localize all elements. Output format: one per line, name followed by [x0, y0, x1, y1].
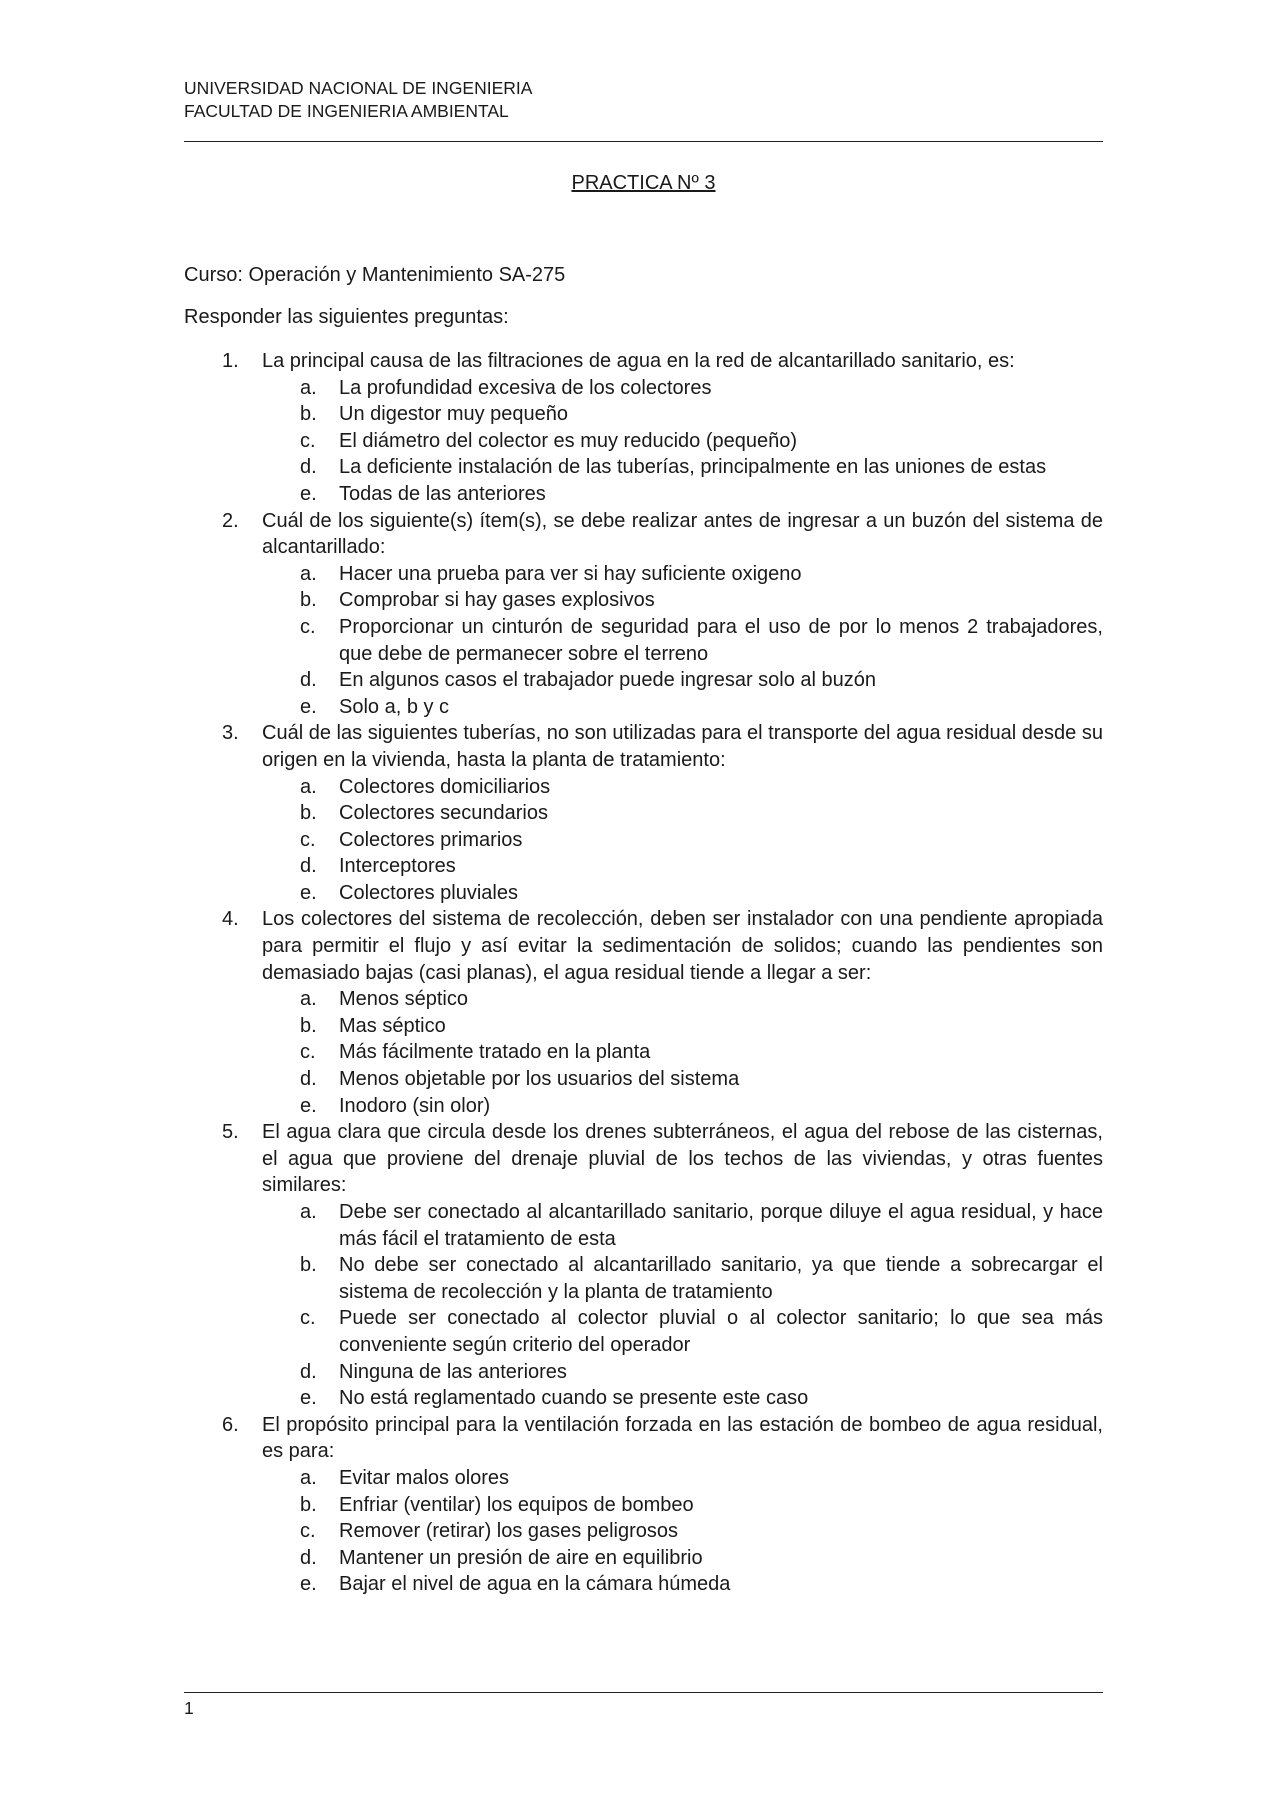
answer-option — [184, 1199, 1103, 1252]
answer-option — [184, 614, 1103, 667]
option-text: Colectores secundarios — [339, 802, 548, 825]
answer-option — [184, 481, 1103, 508]
option-text: Hacer una prueba para ver si hay suficiente oxigeno — [339, 562, 802, 585]
option-letter: c. — [300, 429, 316, 452]
answer-option — [184, 827, 1103, 854]
option-text: La deficiente instalación de las tuberías, principalmente en las uniones de estas — [339, 456, 1047, 479]
question-number: 4. — [222, 908, 239, 931]
university-name: UNIVERSIDAD NACIONAL DE INGENIERIA — [184, 78, 533, 98]
question-number: 6. — [222, 1413, 239, 1436]
option-letter: e. — [300, 482, 317, 505]
answer-option — [184, 800, 1103, 827]
option-letter: b. — [300, 589, 317, 612]
option-text: Mas séptico — [339, 1014, 446, 1037]
faculty-name: FACULTAD DE INGENIERIA AMBIENTAL — [184, 101, 509, 121]
footer-divider — [184, 1692, 1103, 1693]
option-letter: a. — [300, 1201, 317, 1223]
option-text: Más fácilmente tratado en la planta — [339, 1041, 651, 1064]
answer-option — [184, 587, 1103, 614]
answer-option — [184, 1571, 1103, 1598]
option-text: Un digestor muy pequeño — [339, 403, 569, 426]
option-text: Enfriar (ventilar) los equipos de bombeo — [339, 1493, 694, 1516]
option-text: Remover (retirar) los gases peligrosos — [339, 1520, 679, 1543]
option-letter: d. — [300, 669, 317, 692]
option-letter: e. — [300, 881, 317, 904]
answer-option — [184, 1518, 1103, 1545]
header-divider — [184, 141, 1103, 142]
option-letter: d. — [300, 1360, 317, 1383]
option-text: El diámetro del colector es muy reducido (pequeño) — [339, 429, 798, 452]
question-number: 1. — [222, 350, 239, 372]
answer-option — [184, 1093, 1103, 1120]
option-letter: d. — [300, 456, 317, 479]
option-letter: d. — [300, 1068, 317, 1091]
question-number: 2. — [222, 509, 239, 532]
answer-option — [184, 694, 1103, 721]
question-item — [184, 1412, 1103, 1465]
option-letter: c. — [300, 1307, 316, 1330]
answer-option — [184, 1039, 1103, 1066]
option-text: La profundidad excesiva de los colectores — [339, 376, 712, 399]
option-text: Solo a, b y c — [339, 695, 450, 718]
option-text: Comprobar si hay gases explosivos — [339, 589, 655, 612]
question-text: Cuál de los siguiente(s) ítem(s), se debe realizar antes de ingresar a un buzón del sistema de alcantarillado: — [262, 509, 1103, 559]
answer-option — [184, 1545, 1103, 1572]
answer-option — [184, 561, 1103, 588]
option-text: En algunos casos el trabajador puede ingresar solo al buzón — [339, 669, 877, 692]
option-letter: c. — [300, 828, 316, 851]
option-text: Evitar malos olores — [339, 1466, 510, 1489]
option-letter: a. — [300, 562, 317, 585]
option-text: Ninguna de las anteriores — [339, 1360, 567, 1383]
option-letter: a. — [300, 1466, 317, 1489]
page-number: 1 — [184, 1698, 194, 1718]
option-letter: e. — [300, 1573, 317, 1596]
question-text: La principal causa de las filtraciones de agua en la red de alcantarillado sanitario, es: — [262, 350, 1015, 372]
option-text: Todas de las anteriores — [339, 482, 546, 505]
option-text: Menos objetable por los usuarios del sistema — [339, 1068, 740, 1091]
answer-option — [184, 1013, 1103, 1040]
option-letter: a. — [300, 988, 317, 1011]
question-item — [184, 508, 1103, 561]
option-letter: b. — [300, 403, 317, 426]
option-letter: a. — [300, 376, 317, 399]
option-text: Inodoro (sin olor) — [339, 1094, 491, 1117]
question-list — [184, 348, 1103, 1598]
option-text: Mantener un presión de aire en equilibrio — [339, 1546, 703, 1569]
option-text: Menos séptico — [339, 988, 468, 1011]
answer-option — [184, 1465, 1103, 1492]
question-text: El propósito principal para la ventilación forzada en las estación de bombeo de agua residual, es para: — [262, 1413, 1103, 1463]
option-text: No está reglamentado cuando se presente este caso — [339, 1387, 809, 1410]
question-text: Los colectores del sistema de recolección, deben ser instalador con una pendiente apropiada para permitir el flujo y así evitar la sedimentación de solidos; cuando las pendientes son demasiado bajas (casi planas), el agua residual tiende a llegar a ser: — [262, 908, 1103, 984]
answer-option — [184, 1066, 1103, 1093]
option-letter: e. — [300, 695, 317, 718]
answer-option — [184, 1252, 1103, 1305]
document-header — [184, 77, 532, 123]
question-text: El agua clara que circula desde los drenes subterráneos, el agua del rebose de las cisternas, el agua que proviene del drenaje pluvial de los techos de las viviendas, y otras fuentes similares: — [262, 1121, 1103, 1197]
option-letter: b. — [300, 1493, 317, 1516]
option-letter: e. — [300, 1094, 317, 1117]
option-letter: b. — [300, 1254, 317, 1277]
option-text: Interceptores — [339, 855, 456, 878]
question-text: Cuál de las siguientes tuberías, no son utilizadas para el transporte del agua residual desde su origen en la vivienda, hasta la planta de tratamiento: — [262, 722, 1103, 771]
answer-option — [184, 375, 1103, 402]
option-text: Puede ser conectado al colector pluvial o al colector sanitario; lo que sea más conveniente según criterio del operador — [339, 1307, 1103, 1356]
answer-option — [184, 853, 1103, 880]
option-letter: b. — [300, 802, 317, 825]
option-letter: c. — [300, 1520, 316, 1543]
answer-option — [184, 1385, 1103, 1412]
option-letter: e. — [300, 1387, 317, 1410]
option-text: Bajar el nivel de agua en la cámara húmeda — [339, 1573, 731, 1596]
answer-option — [184, 880, 1103, 907]
instructions: Responder las siguientes preguntas: — [184, 306, 509, 328]
option-text: Colectores domiciliarios — [339, 775, 551, 798]
answer-option — [184, 774, 1103, 801]
option-letter: d. — [300, 855, 317, 878]
question-item — [184, 348, 1103, 375]
option-letter: c. — [300, 1041, 316, 1064]
option-letter: d. — [300, 1546, 317, 1569]
page-title: PRACTICA Nº 3 — [571, 172, 716, 194]
question-item — [184, 906, 1103, 986]
option-letter: c. — [300, 615, 316, 638]
course-line: Curso: Operación y Mantenimiento SA-275 — [184, 264, 566, 286]
answer-option — [184, 1359, 1103, 1386]
answer-option — [184, 667, 1103, 694]
option-text: Proporcionar un cinturón de seguridad para el uso de por lo menos 2 trabajadores, que debe de permanecer sobre el terreno — [339, 615, 1103, 665]
answer-option — [184, 1492, 1103, 1519]
answer-option — [184, 986, 1103, 1013]
question-item — [184, 1119, 1103, 1199]
option-text: Debe ser conectado al alcantarillado sanitario, porque diluye el agua residual, y hace más fácil el tratamiento de esta — [339, 1201, 1103, 1250]
answer-option — [184, 428, 1103, 455]
option-text: Colectores pluviales — [339, 881, 518, 904]
option-letter: a. — [300, 775, 317, 798]
question-number: 3. — [222, 722, 239, 745]
question-item — [184, 720, 1103, 773]
option-text: Colectores primarios — [339, 828, 523, 851]
answer-option — [184, 401, 1103, 428]
answer-option — [184, 1305, 1103, 1358]
option-letter: b. — [300, 1014, 317, 1037]
option-text: No debe ser conectado al alcantarillado sanitario, ya que tiende a sobrecargar el sistema de recolección y la planta de tratamiento — [339, 1254, 1103, 1303]
answer-option — [184, 454, 1103, 481]
question-number: 5. — [222, 1121, 239, 1144]
